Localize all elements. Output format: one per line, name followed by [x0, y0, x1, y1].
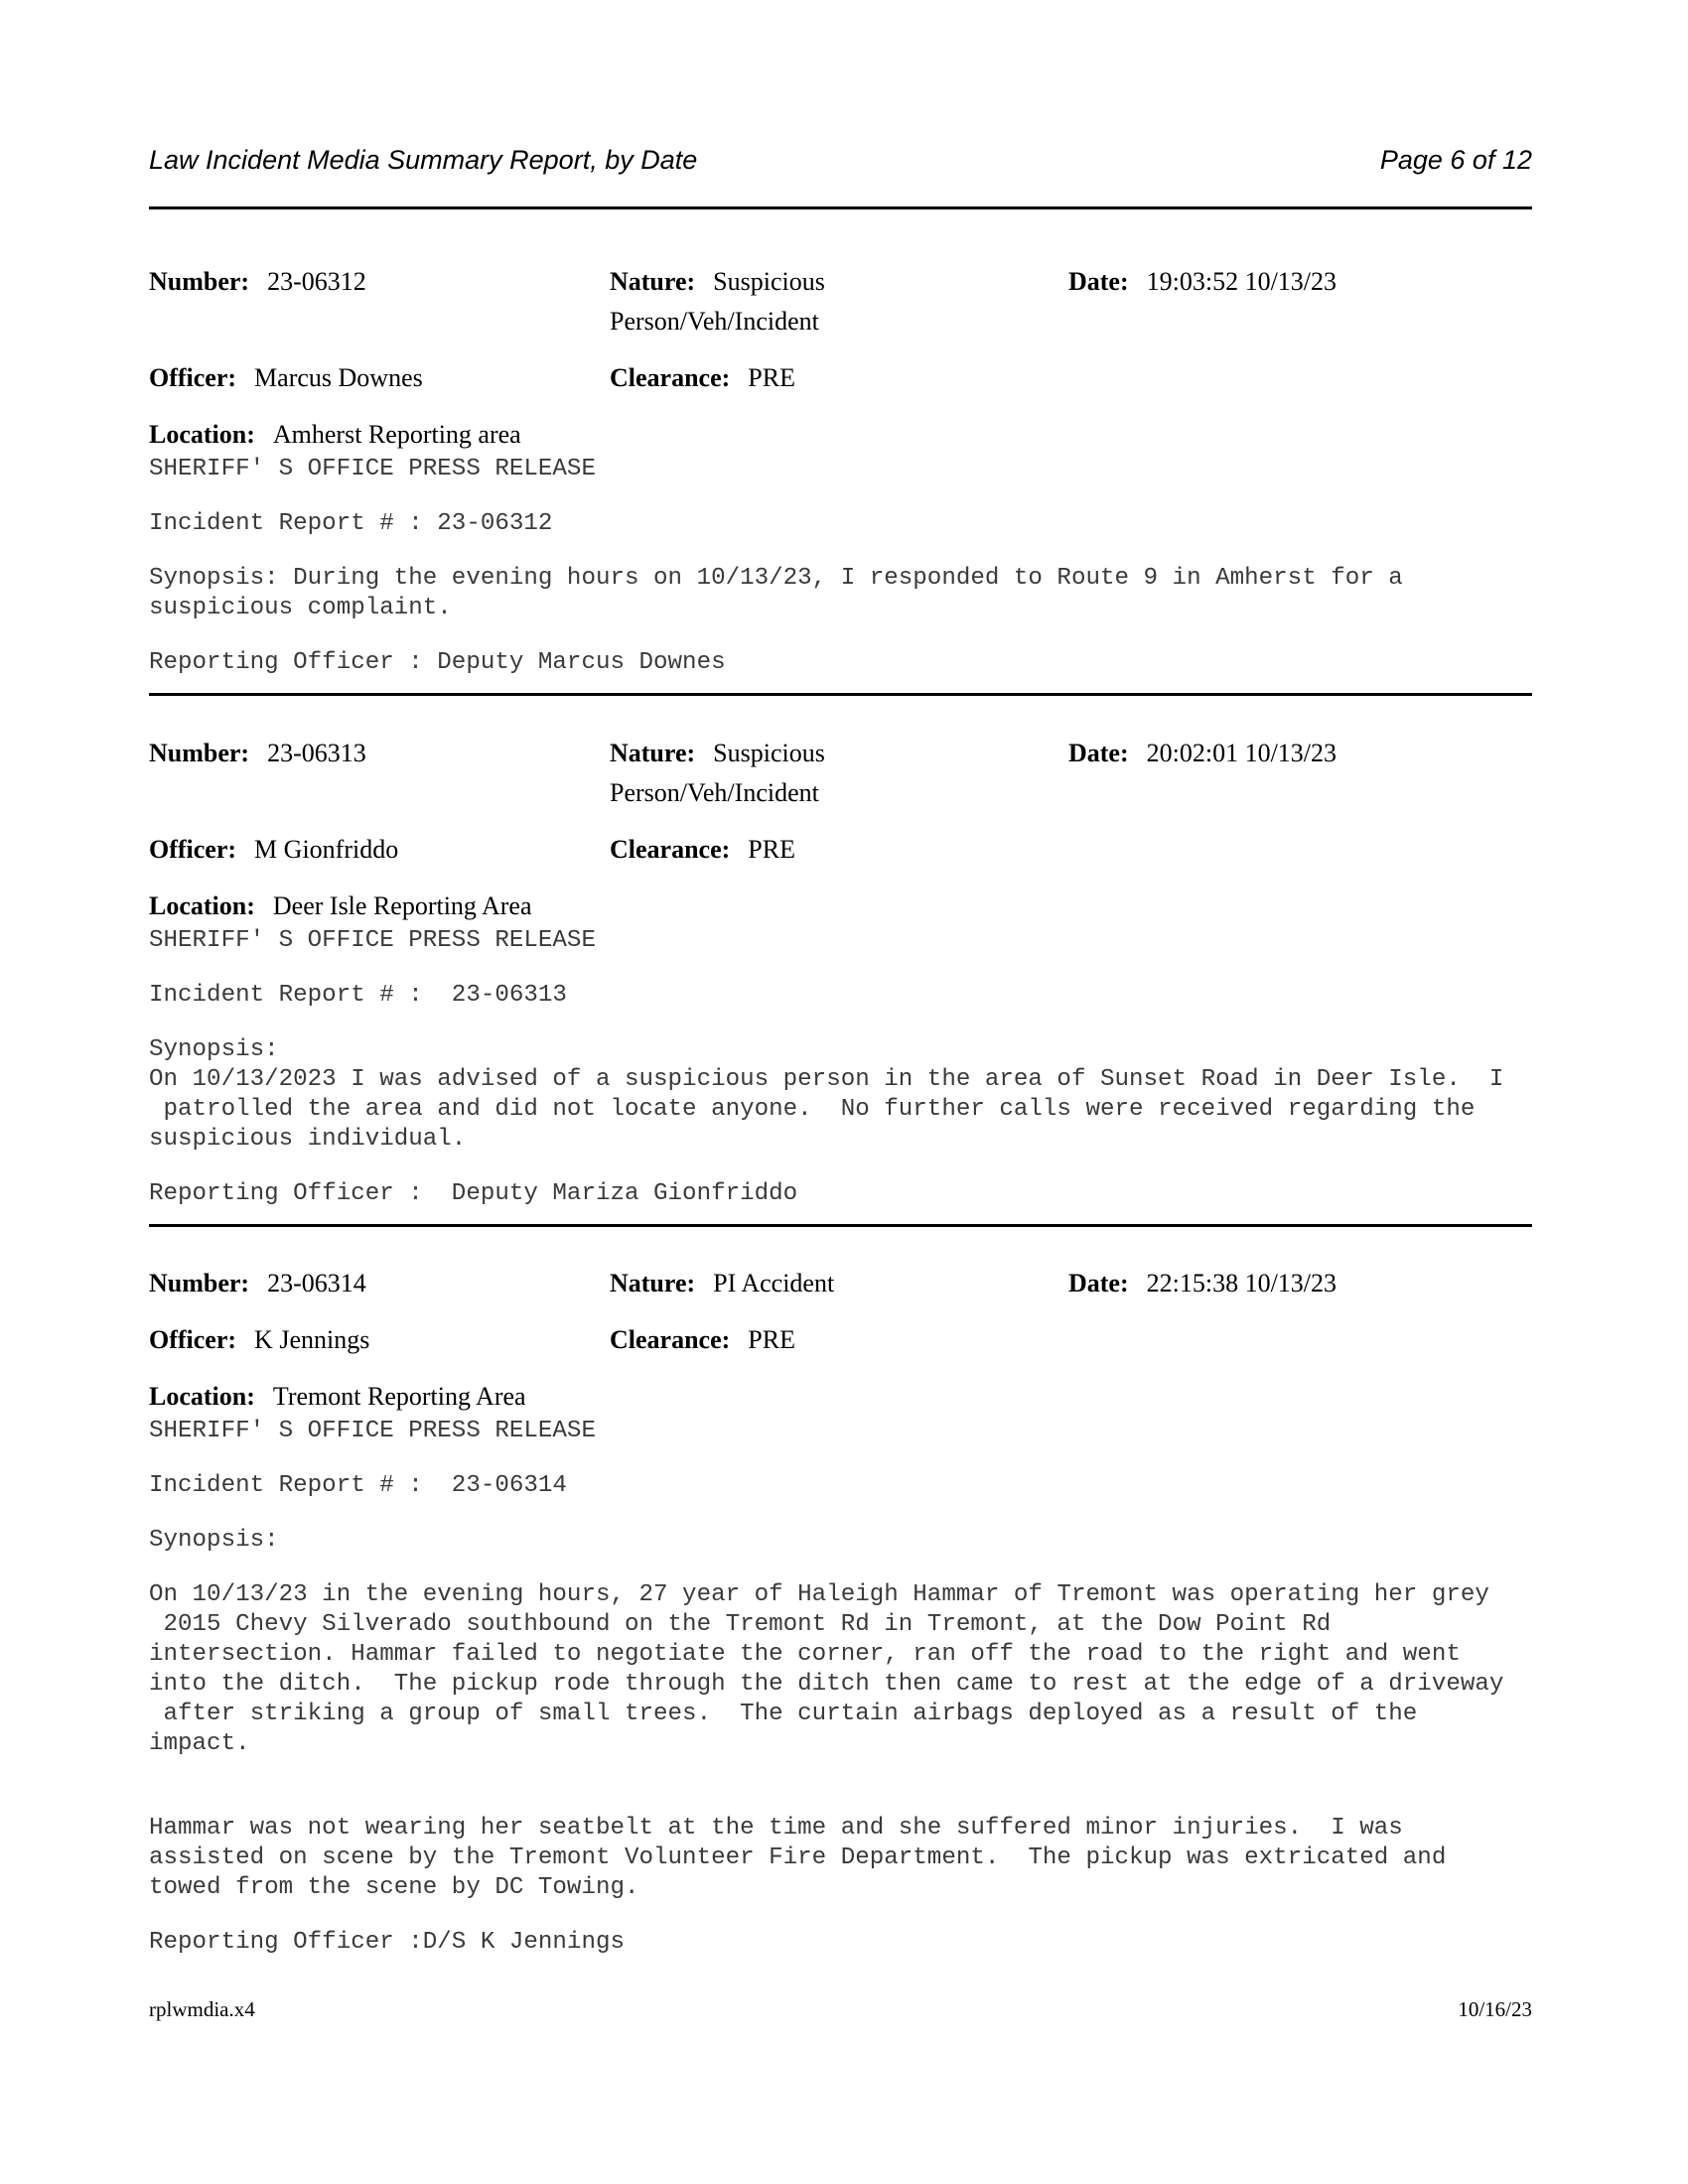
synopsis-label: Synopsis: — [149, 1527, 279, 1554]
location-field — [149, 415, 521, 455]
clearance-field — [610, 1320, 795, 1360]
number-label: Number: — [149, 1269, 250, 1297]
incident-report-line: Incident Report # : 23-06313 — [149, 982, 567, 1009]
date-value: 20:02:01 10/13/23 — [1146, 739, 1337, 767]
clearance-field — [610, 358, 795, 398]
location-value: Deer Isle Reporting Area — [272, 891, 532, 920]
date-field — [1068, 1264, 1336, 1303]
header-rule — [149, 206, 1532, 209]
date-label: Date: — [1068, 1269, 1129, 1297]
clearance-label: Clearance: — [610, 1325, 731, 1354]
location-field — [149, 1377, 526, 1417]
report-title: Law Incident Media Summary Report, by Date — [149, 145, 698, 175]
location-value: Tremont Reporting Area — [272, 1382, 526, 1411]
reporting-officer-line: Reporting Officer : Deputy Mariza Gionfriddo — [149, 1180, 798, 1207]
officer-label: Officer: — [149, 1325, 237, 1354]
date-label: Date: — [1068, 739, 1129, 767]
date-field — [1068, 734, 1336, 773]
date-value: 19:03:52 10/13/23 — [1146, 267, 1337, 296]
officer-value: M Gionfriddo — [254, 835, 399, 864]
officer-field — [149, 1320, 369, 1360]
reporting-officer-line: Reporting Officer :D/S K Jennings — [149, 1929, 625, 1956]
record-separator — [149, 693, 1532, 696]
nature-label: Nature: — [610, 1269, 696, 1297]
number-value: 23-06312 — [267, 267, 366, 296]
footer-print-date: 10/16/23 — [1458, 1997, 1532, 2021]
incident-report-line: Incident Report # : 23-06312 — [149, 510, 553, 537]
officer-label: Officer: — [149, 835, 237, 864]
number-field — [149, 1264, 366, 1303]
number-value: 23-06314 — [267, 1269, 366, 1297]
officer-value: Marcus Downes — [254, 363, 423, 392]
nature-value: PI Accident — [713, 1269, 835, 1297]
clearance-value: PRE — [748, 1325, 795, 1354]
nature-field — [610, 262, 888, 341]
nature-value: Suspicious Person/Veh/Incident — [610, 739, 825, 807]
location-field — [149, 887, 532, 926]
location-value: Amherst Reporting area — [272, 420, 521, 449]
synopsis-paragraph: Hammar was not wearing her seatbelt at the time and she suffered minor injuries. I was assisted on scene by the Tremont Volunteer Fire Department. The pickup was extricated and towed from the scene by DC Towing. — [149, 1815, 1447, 1901]
clearance-value: PRE — [748, 835, 795, 864]
nature-field — [610, 734, 888, 813]
number-label: Number: — [149, 267, 250, 296]
synopsis-paragraph: On 10/13/23 in the evening hours, 27 year of Haleigh Hammar of Tremont was operating her grey 2015 Chevy Silverado southbound on the Tremont Rd in Tremont, at the Dow Point Rd intersection. Hammar failed to negotiate the corner, ran off the road to the right and went into the ditch. The pickup rode through the ditch then came to rest at the edge of a driveway after striking a group of small trees. The curtain airbags deployed as a result of the impact. — [149, 1581, 1504, 1757]
number-field — [149, 734, 366, 773]
nature-field — [610, 1264, 834, 1303]
synopsis-text: Synopsis: During the evening hours on 10/13/23, I responded to Route 9 in Amherst for a suspicious complaint. — [149, 565, 1403, 621]
officer-field — [149, 358, 423, 398]
location-label: Location: — [149, 1382, 255, 1411]
date-field — [1068, 262, 1336, 302]
date-label: Date: — [1068, 267, 1129, 296]
nature-value: Suspicious Person/Veh/Incident — [610, 267, 825, 336]
clearance-value: PRE — [748, 363, 795, 392]
location-label: Location: — [149, 420, 255, 449]
press-release-line: SHERIFF' S OFFICE PRESS RELEASE — [149, 927, 596, 954]
location-label: Location: — [149, 891, 255, 920]
officer-label: Officer: — [149, 363, 237, 392]
nature-label: Nature: — [610, 739, 696, 767]
clearance-label: Clearance: — [610, 363, 731, 392]
footer-report-id: rplwmdia.x4 — [149, 1997, 255, 2021]
incident-report-line: Incident Report # : 23-06314 — [149, 1472, 567, 1499]
reporting-officer-line: Reporting Officer : Deputy Marcus Downes — [149, 649, 726, 676]
report-header — [149, 145, 1532, 185]
press-release-line: SHERIFF' S OFFICE PRESS RELEASE — [149, 456, 596, 482]
number-field — [149, 262, 366, 302]
clearance-label: Clearance: — [610, 835, 731, 864]
record-separator — [149, 1224, 1532, 1227]
date-value: 22:15:38 10/13/23 — [1146, 1269, 1337, 1297]
press-release-line: SHERIFF' S OFFICE PRESS RELEASE — [149, 1418, 596, 1444]
report-page — [149, 0, 1532, 2184]
synopsis-text: Synopsis: On 10/13/2023 I was advised of a suspicious person in the area of Sunset Road in Deer Isle. I patrolled the area and did not locate anyone. No further calls were received regarding the suspicious individual. — [149, 1036, 1504, 1153]
officer-field — [149, 830, 398, 870]
officer-value: K Jennings — [254, 1325, 370, 1354]
page-number: Page 6 of 12 — [1379, 145, 1532, 175]
clearance-field — [610, 830, 795, 870]
number-label: Number: — [149, 739, 250, 767]
nature-label: Nature: — [610, 267, 696, 296]
number-value: 23-06313 — [267, 739, 366, 767]
